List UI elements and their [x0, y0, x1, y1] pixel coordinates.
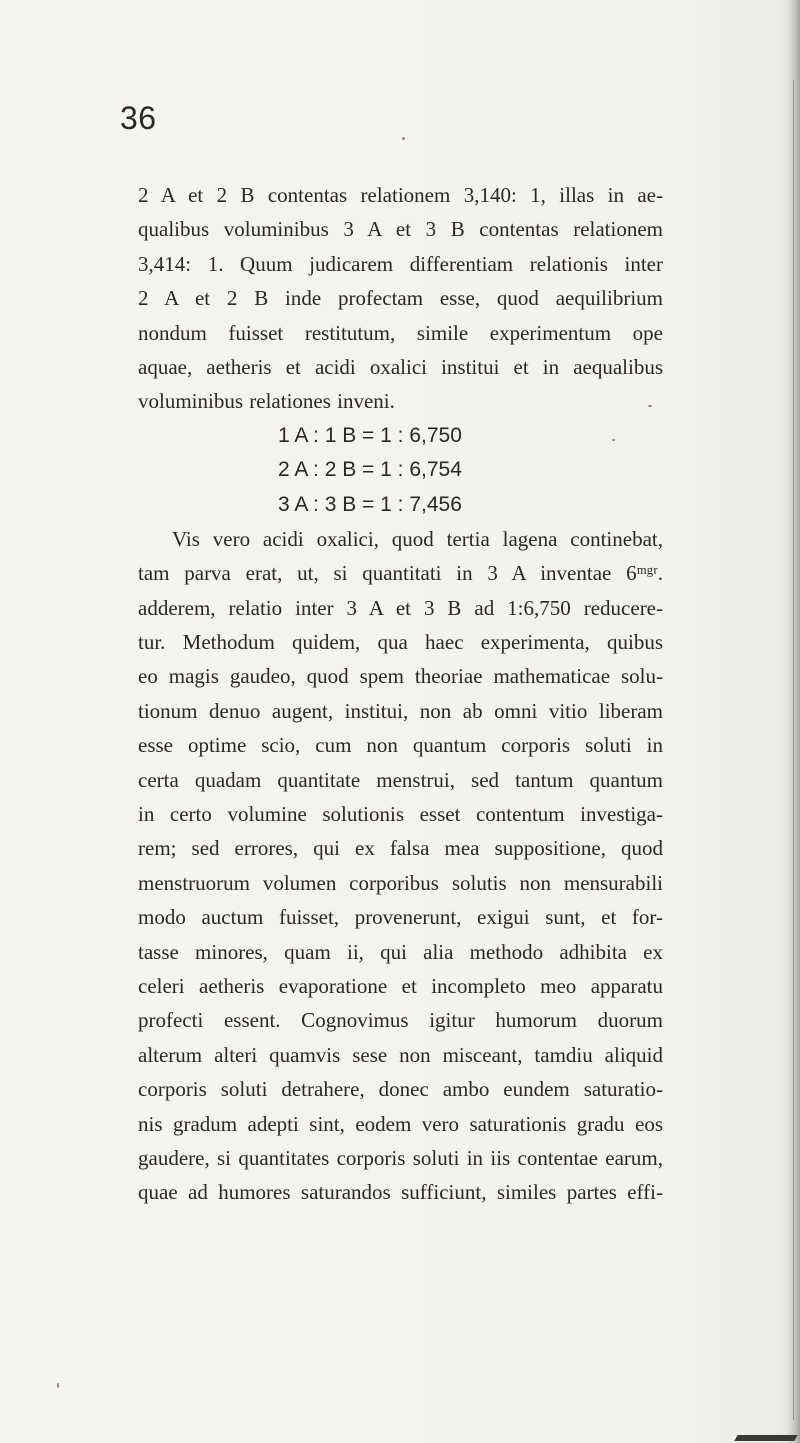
text-line: celeri aetheris evaporatione et incompleto meo apparatu — [138, 973, 663, 998]
equation: 1 A : 1 B = 1 : 6,750 — [278, 423, 462, 447]
text-line: in certo volumine solutionis esset contentum investiga- — [138, 802, 663, 827]
text-line: alterum alteri quamvis sese non misceant, tamdiu aliquid — [138, 1042, 663, 1067]
text-line: nis gradum adepti sint, eodem vero saturationis gradu eos — [138, 1111, 663, 1136]
text-line: tur. Methodum quidem, qua haec experimenta, quibus — [138, 630, 663, 655]
paragraph-1 — [138, 178, 663, 419]
binding-mark — [734, 1435, 797, 1441]
text-line: aquae, aetheris et acidi oxalici institui et in aequalibus — [138, 354, 663, 379]
text-line: voluminibus relationes inveni. — [138, 389, 395, 414]
text-line: esse optime scio, cum non quantum corporis soluti in — [138, 733, 663, 758]
equation: 3 A : 3 B = 1 : 7,456 — [278, 492, 462, 516]
text-line: gaudere, si quantitates corporis soluti in iis contentae earum, — [138, 1145, 663, 1170]
text-line: quae ad humores saturandos sufficiunt, similes partes effi- — [138, 1180, 663, 1205]
text-line: tasse minores, quam ii, qui alia methodo adhibita ex — [138, 939, 663, 964]
text-line: Vis vero acidi oxalici, quod tertia lagena continebat, — [172, 526, 663, 551]
text-line: tionum denuo augent, institui, non ab omni vitio liberam — [138, 698, 663, 723]
equation: 2 A : 2 B = 1 : 6,754 — [278, 458, 462, 482]
text-line: adderem, relatio inter 3 A et 3 B ad 1:6,750 reducere- — [138, 595, 663, 620]
text-line: menstruorum volumen corporibus solutis non mensurabili — [138, 870, 663, 895]
text-line: 2 A et 2 B contentas relationem 3,140: 1, illas in ae- — [138, 183, 663, 207]
paragraph-2 — [138, 522, 663, 1210]
text-line: nondum fuisset restitutum, simile experimentum ope — [138, 320, 663, 345]
body-text — [138, 178, 663, 1210]
text-line: profecti essent. Cognovimus igitur humorum duorum — [138, 1008, 663, 1033]
text-line: 3,414: 1. Quum judicarem differentiam relationis inter — [138, 251, 663, 276]
paper-speck — [57, 1383, 59, 1388]
text-line: qualibus voluminibus 3 A et 3 B contentas relationem — [138, 217, 663, 242]
text-line: certa quadam quantitate menstrui, sed tantum quantum — [138, 767, 663, 792]
text-line: corporis soluti detrahere, donec ambo eundem saturatio- — [138, 1077, 663, 1102]
paper-speck — [402, 137, 405, 140]
text-line: eo magis gaudeo, quod spem theoriae mathematicae solu- — [138, 664, 663, 689]
equation-list — [138, 419, 663, 522]
text-line: tam parva erat, ut, si quantitati in 3 A inventae 6ᵐᵍʳ. — [138, 561, 663, 586]
text-line: 2 A et 2 B inde profectam esse, quod aequilibrium — [138, 286, 663, 311]
page-edge-line — [793, 80, 794, 1420]
text-line: modo auctum fuisset, provenerunt, exigui sunt, et for- — [138, 905, 663, 930]
page-number: 36 — [120, 100, 157, 136]
text-line: rem; sed errores, qui ex falsa mea suppositione, quod — [138, 836, 663, 861]
